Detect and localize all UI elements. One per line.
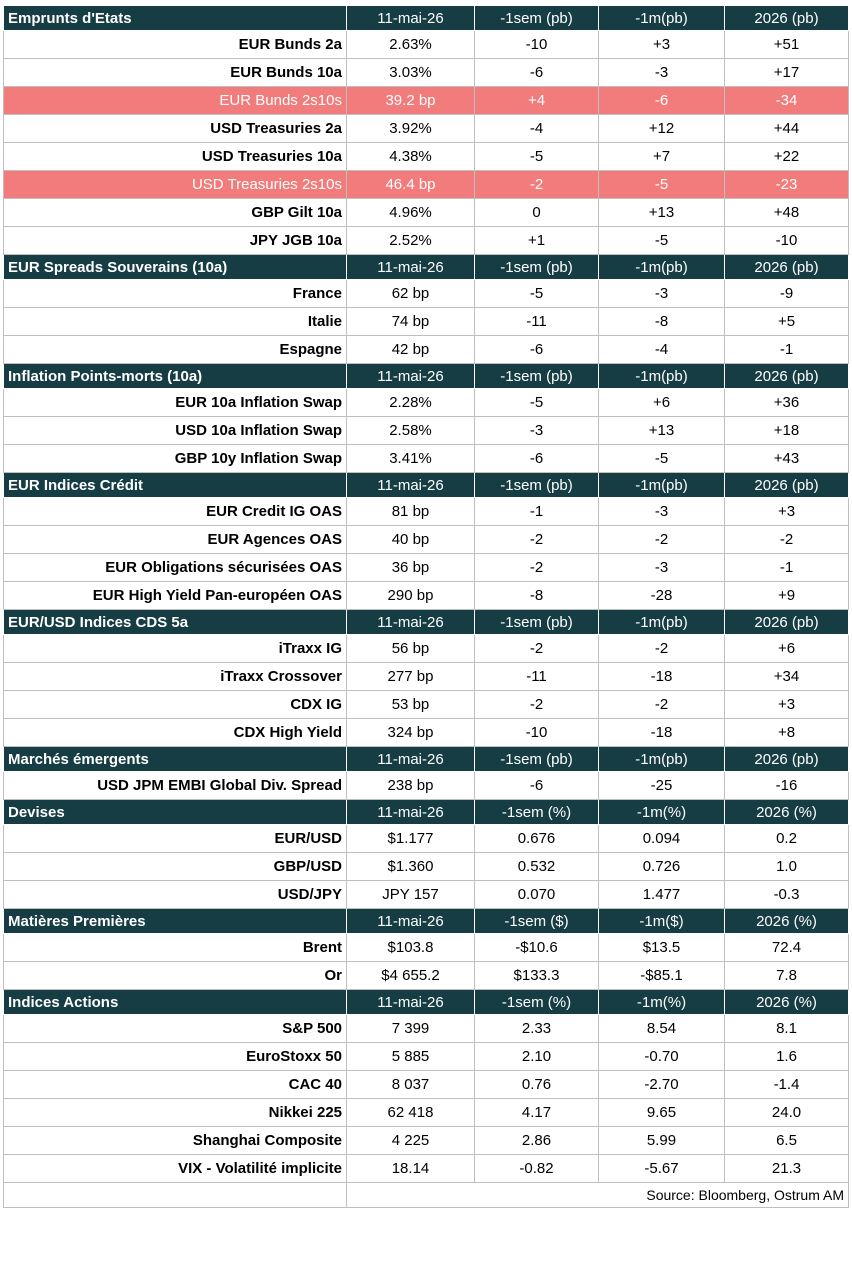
section-title: Emprunts d'Etats [4, 6, 347, 31]
source-note: Source: Bloomberg, Ostrum AM [347, 1183, 849, 1208]
cell-value: +36 [725, 389, 849, 417]
cell-value: -0.82 [475, 1155, 599, 1183]
row-label: USD Treasuries 2s10s [4, 171, 347, 199]
column-header: -1sem (%) [475, 800, 599, 825]
cell-value: 2.28% [347, 389, 475, 417]
cell-value: -1 [725, 554, 849, 582]
cell-value: 0.070 [475, 881, 599, 909]
row-label: CDX IG [4, 691, 347, 719]
table-row [4, 526, 849, 554]
cell-value: -5 [599, 445, 725, 473]
cell-value: $1.360 [347, 853, 475, 881]
cell-value: 7 399 [347, 1015, 475, 1043]
cell-value: 8.54 [599, 1015, 725, 1043]
table-row [4, 1043, 849, 1071]
cell-value: 3.41% [347, 445, 475, 473]
column-header: 11-mai-26 [347, 747, 475, 772]
cell-value: +9 [725, 582, 849, 610]
cell-value: 4.38% [347, 143, 475, 171]
cell-value: 24.0 [725, 1099, 849, 1127]
cell-value: -6 [475, 445, 599, 473]
column-header: 2026 (%) [725, 909, 849, 934]
market-data-table [3, 5, 849, 1208]
section-2 [4, 364, 849, 473]
table-row [4, 663, 849, 691]
cell-value: 62 418 [347, 1099, 475, 1127]
cell-value: 5.99 [599, 1127, 725, 1155]
section-title: Inflation Points-morts (10a) [4, 364, 347, 389]
cell-value: -5 [599, 171, 725, 199]
section-1 [4, 255, 849, 364]
cell-value: $103.8 [347, 934, 475, 962]
table-row [4, 853, 849, 881]
cell-value: -5 [475, 389, 599, 417]
column-header: -1sem (pb) [475, 364, 599, 389]
table-row [4, 582, 849, 610]
row-label: Espagne [4, 336, 347, 364]
table-row [4, 199, 849, 227]
column-header: 11-mai-26 [347, 6, 475, 31]
row-label: EUR Agences OAS [4, 526, 347, 554]
cell-value: -2 [475, 691, 599, 719]
cell-value: +12 [599, 115, 725, 143]
cell-value: 1.6 [725, 1043, 849, 1071]
row-label: VIX - Volatilité implicite [4, 1155, 347, 1183]
cell-value: $13.5 [599, 934, 725, 962]
cell-value: +3 [599, 31, 725, 59]
cell-value: -0.3 [725, 881, 849, 909]
column-header: 2026 (pb) [725, 610, 849, 635]
cell-value: -9 [725, 280, 849, 308]
cell-value: +44 [725, 115, 849, 143]
cell-value: 1.0 [725, 853, 849, 881]
section-title: EUR Spreads Souverains (10a) [4, 255, 347, 280]
cell-value: +34 [725, 663, 849, 691]
row-label: GBP/USD [4, 853, 347, 881]
cell-value: -10 [475, 31, 599, 59]
cell-value: -2 [475, 635, 599, 663]
table-row [4, 554, 849, 582]
cell-value: 53 bp [347, 691, 475, 719]
table-row [4, 445, 849, 473]
cell-value: -2.70 [599, 1071, 725, 1099]
column-header: -1m(pb) [599, 6, 725, 31]
row-label: USD Treasuries 2a [4, 115, 347, 143]
column-header: -1m(pb) [599, 473, 725, 498]
cell-value: 8 037 [347, 1071, 475, 1099]
cell-value: 7.8 [725, 962, 849, 990]
section-6 [4, 800, 849, 909]
row-label: EUR/USD [4, 825, 347, 853]
column-header: 11-mai-26 [347, 255, 475, 280]
cell-value: +17 [725, 59, 849, 87]
column-header: 2026 (pb) [725, 473, 849, 498]
cell-value: 290 bp [347, 582, 475, 610]
cell-value: -28 [599, 582, 725, 610]
cell-value: 56 bp [347, 635, 475, 663]
column-header: 11-mai-26 [347, 909, 475, 934]
column-header: -1sem (%) [475, 990, 599, 1015]
column-header: 2026 (pb) [725, 747, 849, 772]
column-header: -1m(pb) [599, 255, 725, 280]
row-label: EuroStoxx 50 [4, 1043, 347, 1071]
table-row [4, 31, 849, 59]
cell-value: -5 [599, 227, 725, 255]
cell-value: 3.92% [347, 115, 475, 143]
cell-value: 2.63% [347, 31, 475, 59]
cell-value: 0.676 [475, 825, 599, 853]
section-3 [4, 473, 849, 610]
cell-value: 81 bp [347, 498, 475, 526]
cell-value: 2.10 [475, 1043, 599, 1071]
row-label: EUR Credit IG OAS [4, 498, 347, 526]
cell-value: -18 [599, 719, 725, 747]
column-header: -1sem (pb) [475, 747, 599, 772]
row-label: EUR Bunds 2a [4, 31, 347, 59]
cell-value: +5 [725, 308, 849, 336]
cell-value: 18.14 [347, 1155, 475, 1183]
row-label: iTraxx IG [4, 635, 347, 663]
table-row [4, 1015, 849, 1043]
cell-value: -10 [725, 227, 849, 255]
cell-value: -11 [475, 308, 599, 336]
column-header: -1m(pb) [599, 610, 725, 635]
column-header: 11-mai-26 [347, 990, 475, 1015]
table-row [4, 417, 849, 445]
row-label: iTraxx Crossover [4, 663, 347, 691]
section-header-row [4, 909, 849, 934]
section-title: Devises [4, 800, 347, 825]
row-label: EUR High Yield Pan-européen OAS [4, 582, 347, 610]
cell-value: -10 [475, 719, 599, 747]
cell-value: -6 [599, 87, 725, 115]
section-8 [4, 990, 849, 1183]
cell-value: -5 [475, 143, 599, 171]
cell-value: +22 [725, 143, 849, 171]
table-row [4, 143, 849, 171]
cell-value: -2 [475, 171, 599, 199]
cell-value: -16 [725, 772, 849, 800]
cell-value: 0.094 [599, 825, 725, 853]
cell-value: -6 [475, 772, 599, 800]
cell-value: 4 225 [347, 1127, 475, 1155]
cell-value: -3 [599, 280, 725, 308]
cell-value: 21.3 [725, 1155, 849, 1183]
row-label: CDX High Yield [4, 719, 347, 747]
cell-value: -2 [475, 554, 599, 582]
cell-value: +18 [725, 417, 849, 445]
table-footer [4, 1183, 849, 1208]
table-row [4, 635, 849, 663]
cell-value: 0.726 [599, 853, 725, 881]
column-header: 11-mai-26 [347, 800, 475, 825]
column-header: -1m($) [599, 909, 725, 934]
cell-value: JPY 157 [347, 881, 475, 909]
table-row [4, 1099, 849, 1127]
section-header-row [4, 473, 849, 498]
cell-value: 0 [475, 199, 599, 227]
table-row [4, 691, 849, 719]
cell-value: 0.76 [475, 1071, 599, 1099]
cell-value: 4.17 [475, 1099, 599, 1127]
cell-value: 324 bp [347, 719, 475, 747]
section-header-row [4, 990, 849, 1015]
cell-value: -3 [599, 59, 725, 87]
section-5 [4, 747, 849, 800]
cell-value: -4 [599, 336, 725, 364]
cell-value: -1.4 [725, 1071, 849, 1099]
row-label: EUR Obligations sécurisées OAS [4, 554, 347, 582]
row-label: Or [4, 962, 347, 990]
cell-value: 2.33 [475, 1015, 599, 1043]
section-title: Matières Premières [4, 909, 347, 934]
section-header-row [4, 747, 849, 772]
cell-value: 74 bp [347, 308, 475, 336]
cell-value: 9.65 [599, 1099, 725, 1127]
cell-value: +4 [475, 87, 599, 115]
section-0 [4, 6, 849, 255]
cell-value: 40 bp [347, 526, 475, 554]
table-row [4, 881, 849, 909]
column-header: -1sem (pb) [475, 6, 599, 31]
cell-value: 5 885 [347, 1043, 475, 1071]
cell-value: 39.2 bp [347, 87, 475, 115]
cell-value: 277 bp [347, 663, 475, 691]
column-header: -1sem (pb) [475, 255, 599, 280]
cell-value: 1.477 [599, 881, 725, 909]
cell-value: +8 [725, 719, 849, 747]
column-header: -1m(%) [599, 990, 725, 1015]
cell-value: -2 [599, 526, 725, 554]
row-label: CAC 40 [4, 1071, 347, 1099]
column-header: -1m(pb) [599, 747, 725, 772]
section-4 [4, 610, 849, 747]
cell-value: -0.70 [599, 1043, 725, 1071]
row-label: EUR Bunds 2s10s [4, 87, 347, 115]
cell-value: 6.5 [725, 1127, 849, 1155]
cell-value: -4 [475, 115, 599, 143]
table-row [4, 115, 849, 143]
table-row [4, 498, 849, 526]
table-row [4, 719, 849, 747]
cell-value: -5.67 [599, 1155, 725, 1183]
cell-value: -8 [599, 308, 725, 336]
table-row [4, 825, 849, 853]
cell-value: 2.52% [347, 227, 475, 255]
column-header: 2026 (%) [725, 990, 849, 1015]
cell-value: 72.4 [725, 934, 849, 962]
table-row [4, 227, 849, 255]
row-label: GBP Gilt 10a [4, 199, 347, 227]
cell-value: +6 [599, 389, 725, 417]
column-header: 2026 (pb) [725, 255, 849, 280]
section-7 [4, 909, 849, 990]
row-label: Nikkei 225 [4, 1099, 347, 1127]
cell-value: 46.4 bp [347, 171, 475, 199]
column-header: 2026 (pb) [725, 6, 849, 31]
table-row [4, 1155, 849, 1183]
row-label: GBP 10y Inflation Swap [4, 445, 347, 473]
source-row [4, 1183, 849, 1208]
table-row [4, 1127, 849, 1155]
cell-value: +43 [725, 445, 849, 473]
table-row [4, 336, 849, 364]
column-header: -1sem ($) [475, 909, 599, 934]
cell-value: 2.58% [347, 417, 475, 445]
table-row [4, 962, 849, 990]
cell-value: 8.1 [725, 1015, 849, 1043]
row-label: Shanghai Composite [4, 1127, 347, 1155]
table-row [4, 308, 849, 336]
cell-value: -3 [599, 498, 725, 526]
section-header-row [4, 800, 849, 825]
table-row [4, 389, 849, 417]
table-row [4, 772, 849, 800]
cell-value: 62 bp [347, 280, 475, 308]
cell-value: -23 [725, 171, 849, 199]
cell-value: +3 [725, 498, 849, 526]
cell-value: -25 [599, 772, 725, 800]
cell-value: -2 [599, 635, 725, 663]
section-title: EUR Indices Crédit [4, 473, 347, 498]
section-header-row [4, 610, 849, 635]
cell-value: 42 bp [347, 336, 475, 364]
cell-value: -1 [475, 498, 599, 526]
row-label: USD JPM EMBI Global Div. Spread [4, 772, 347, 800]
cell-value: +51 [725, 31, 849, 59]
cell-value: -2 [725, 526, 849, 554]
cell-value: +13 [599, 199, 725, 227]
cell-value: -$85.1 [599, 962, 725, 990]
section-header-row [4, 364, 849, 389]
cell-value: -6 [475, 59, 599, 87]
column-header: 11-mai-26 [347, 364, 475, 389]
cell-value: 4.96% [347, 199, 475, 227]
cell-value: 0.2 [725, 825, 849, 853]
column-header: 2026 (%) [725, 800, 849, 825]
table-row [4, 87, 849, 115]
column-header: -1sem (pb) [475, 610, 599, 635]
column-header: -1m(pb) [599, 364, 725, 389]
cell-value: -3 [475, 417, 599, 445]
section-title: Marchés émergents [4, 747, 347, 772]
cell-value: +3 [725, 691, 849, 719]
column-header: 11-mai-26 [347, 610, 475, 635]
cell-value: 238 bp [347, 772, 475, 800]
market-table-container [3, 5, 848, 1208]
cell-value: -34 [725, 87, 849, 115]
section-header-row [4, 255, 849, 280]
row-label: USD Treasuries 10a [4, 143, 347, 171]
table-row [4, 59, 849, 87]
row-label: JPY JGB 10a [4, 227, 347, 255]
cell-value: -18 [599, 663, 725, 691]
cell-value: $1.177 [347, 825, 475, 853]
section-title: EUR/USD Indices CDS 5a [4, 610, 347, 635]
column-header: 2026 (pb) [725, 364, 849, 389]
cell-value: -5 [475, 280, 599, 308]
section-header-row [4, 6, 849, 31]
table-row [4, 934, 849, 962]
cell-value: $133.3 [475, 962, 599, 990]
row-label: S&P 500 [4, 1015, 347, 1043]
section-title: Indices Actions [4, 990, 347, 1015]
cell-value: $4 655.2 [347, 962, 475, 990]
row-label: Brent [4, 934, 347, 962]
table-row [4, 1071, 849, 1099]
cell-value: -3 [599, 554, 725, 582]
row-label: Italie [4, 308, 347, 336]
table-row [4, 171, 849, 199]
cell-value: -11 [475, 663, 599, 691]
row-label: EUR 10a Inflation Swap [4, 389, 347, 417]
cell-value: -2 [599, 691, 725, 719]
row-label: USD 10a Inflation Swap [4, 417, 347, 445]
column-header: -1m(%) [599, 800, 725, 825]
column-header: -1sem (pb) [475, 473, 599, 498]
cell-value: 36 bp [347, 554, 475, 582]
cell-value: -6 [475, 336, 599, 364]
cell-value: -1 [725, 336, 849, 364]
cell-value: +1 [475, 227, 599, 255]
cell-value: +6 [725, 635, 849, 663]
cell-value: 3.03% [347, 59, 475, 87]
empty-cell [4, 1183, 347, 1208]
cell-value: +48 [725, 199, 849, 227]
cell-value: 2.86 [475, 1127, 599, 1155]
table-row [4, 280, 849, 308]
cell-value: +7 [599, 143, 725, 171]
cell-value: 0.532 [475, 853, 599, 881]
column-header: 11-mai-26 [347, 473, 475, 498]
row-label: France [4, 280, 347, 308]
row-label: EUR Bunds 10a [4, 59, 347, 87]
cell-value: +13 [599, 417, 725, 445]
row-label: USD/JPY [4, 881, 347, 909]
cell-value: -8 [475, 582, 599, 610]
cell-value: -2 [475, 526, 599, 554]
cell-value: -$10.6 [475, 934, 599, 962]
